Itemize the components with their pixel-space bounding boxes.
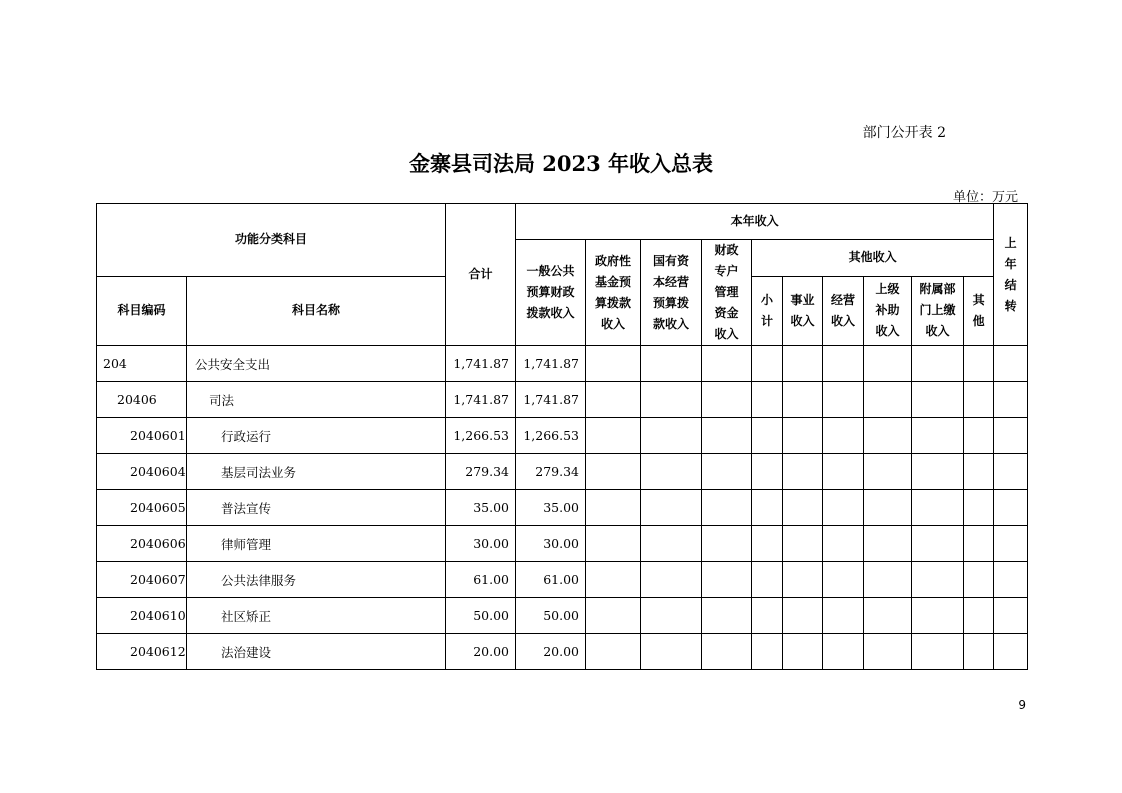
- empty-cell: [864, 346, 912, 382]
- empty-cell: [964, 418, 994, 454]
- empty-cell: [864, 562, 912, 598]
- empty-cell: [823, 598, 864, 634]
- page-number: 9: [1018, 698, 1026, 712]
- empty-cell: [702, 418, 752, 454]
- empty-cell: [783, 346, 823, 382]
- income-summary-table: [96, 203, 1028, 670]
- general-budget-cell: 1,741.87: [516, 382, 586, 418]
- unit-label: 单位：万元: [952, 190, 1018, 205]
- empty-cell: [702, 382, 752, 418]
- general-budget-cell: 1,741.87: [516, 346, 586, 382]
- table-row: [97, 454, 1028, 490]
- empty-cell: [641, 418, 702, 454]
- empty-cell: [641, 562, 702, 598]
- empty-cell: [912, 562, 964, 598]
- empty-cell: [752, 346, 783, 382]
- subject-code-cell: 2040606: [97, 526, 187, 562]
- empty-cell: [864, 454, 912, 490]
- empty-cell: [783, 490, 823, 526]
- empty-cell: [641, 490, 702, 526]
- empty-cell: [994, 526, 1028, 562]
- empty-cell: [864, 490, 912, 526]
- total-cell: 61.00: [446, 562, 516, 598]
- table-row: [97, 418, 1028, 454]
- empty-cell: [912, 454, 964, 490]
- subject-name-cell: 行政运行: [187, 418, 446, 454]
- empty-cell: [994, 562, 1028, 598]
- subject-name-cell: 公共法律服务: [187, 562, 446, 598]
- subject-code-cell: 2040601: [97, 418, 187, 454]
- empty-cell: [964, 634, 994, 670]
- empty-cell: [752, 562, 783, 598]
- empty-cell: [864, 598, 912, 634]
- empty-cell: [912, 634, 964, 670]
- total-cell: 1,741.87: [446, 382, 516, 418]
- empty-cell: [641, 382, 702, 418]
- empty-cell: [586, 526, 641, 562]
- empty-cell: [823, 634, 864, 670]
- header-fiscal-special: 财政 专户 管理 资金 收入: [702, 240, 752, 346]
- subject-name-cell: 司法: [187, 382, 446, 418]
- header-total: 合计: [446, 204, 516, 346]
- empty-cell: [864, 418, 912, 454]
- empty-cell: [752, 526, 783, 562]
- header-operating-income: 经营 收入: [823, 276, 864, 345]
- empty-cell: [586, 454, 641, 490]
- subject-code-cell: 2040612: [97, 634, 187, 670]
- general-budget-cell: 20.00: [516, 634, 586, 670]
- empty-cell: [994, 454, 1028, 490]
- header-other-income: 其他收入: [752, 240, 994, 277]
- subject-code-cell: 2040607: [97, 562, 187, 598]
- general-budget-cell: 50.00: [516, 598, 586, 634]
- empty-cell: [586, 418, 641, 454]
- subject-name-cell: 法治建设: [187, 634, 446, 670]
- empty-cell: [994, 382, 1028, 418]
- total-cell: 1,741.87: [446, 346, 516, 382]
- table-body: [97, 346, 1028, 670]
- empty-cell: [783, 598, 823, 634]
- empty-cell: [912, 526, 964, 562]
- subject-code-cell: 2040605: [97, 490, 187, 526]
- empty-cell: [912, 598, 964, 634]
- empty-cell: [994, 634, 1028, 670]
- subject-code-cell: 204: [97, 346, 187, 382]
- table-row: [97, 562, 1028, 598]
- page-label: 部门公开表 2: [862, 125, 946, 141]
- empty-cell: [964, 562, 994, 598]
- subject-name-cell: 公共安全支出: [187, 346, 446, 382]
- table-row: [97, 346, 1028, 382]
- empty-cell: [752, 598, 783, 634]
- empty-cell: [702, 526, 752, 562]
- empty-cell: [641, 598, 702, 634]
- header-func-category: 功能分类科目: [97, 204, 446, 277]
- empty-cell: [702, 346, 752, 382]
- empty-cell: [994, 418, 1028, 454]
- empty-cell: [752, 634, 783, 670]
- total-cell: 1,266.53: [446, 418, 516, 454]
- empty-cell: [823, 418, 864, 454]
- empty-cell: [702, 490, 752, 526]
- empty-cell: [641, 526, 702, 562]
- subject-name-cell: 基层司法业务: [187, 454, 446, 490]
- empty-cell: [586, 382, 641, 418]
- empty-cell: [783, 454, 823, 490]
- empty-cell: [702, 634, 752, 670]
- table-row: [97, 634, 1028, 670]
- empty-cell: [783, 418, 823, 454]
- table-row: [97, 382, 1028, 418]
- empty-cell: [752, 382, 783, 418]
- empty-cell: [586, 490, 641, 526]
- empty-cell: [752, 490, 783, 526]
- empty-cell: [783, 634, 823, 670]
- table-row: [97, 490, 1028, 526]
- empty-cell: [864, 382, 912, 418]
- empty-cell: [586, 598, 641, 634]
- empty-cell: [964, 490, 994, 526]
- empty-cell: [994, 598, 1028, 634]
- empty-cell: [823, 382, 864, 418]
- table-row: [97, 526, 1028, 562]
- header-business-income: 事业 收入: [783, 276, 823, 345]
- empty-cell: [864, 526, 912, 562]
- empty-cell: [702, 598, 752, 634]
- header-other: 其 他: [964, 276, 994, 345]
- empty-cell: [912, 346, 964, 382]
- general-budget-cell: 30.00: [516, 526, 586, 562]
- header-affiliated-turnover: 附属部 门上缴 收入: [912, 276, 964, 345]
- empty-cell: [823, 562, 864, 598]
- page-title: 金寨县司法局 2023 年收入总表: [408, 151, 714, 176]
- header-subject-name: 科目名称: [187, 276, 446, 345]
- empty-cell: [586, 346, 641, 382]
- empty-cell: [964, 346, 994, 382]
- subject-name-cell: 律师管理: [187, 526, 446, 562]
- empty-cell: [752, 454, 783, 490]
- empty-cell: [994, 346, 1028, 382]
- empty-cell: [752, 418, 783, 454]
- header-gov-fund: 政府性 基金预 算拨款 收入: [586, 240, 641, 346]
- empty-cell: [641, 634, 702, 670]
- header-superior-subsidy: 上级 补助 收入: [864, 276, 912, 345]
- empty-cell: [823, 346, 864, 382]
- empty-cell: [912, 418, 964, 454]
- header-prior-year-carryover: 上年结转: [994, 204, 1028, 346]
- empty-cell: [586, 562, 641, 598]
- empty-cell: [864, 634, 912, 670]
- empty-cell: [964, 382, 994, 418]
- general-budget-cell: 35.00: [516, 490, 586, 526]
- empty-cell: [912, 490, 964, 526]
- empty-cell: [994, 490, 1028, 526]
- empty-cell: [641, 454, 702, 490]
- table-row: [97, 598, 1028, 634]
- empty-cell: [912, 382, 964, 418]
- header-current-year-income: 本年收入: [516, 204, 994, 240]
- empty-cell: [964, 454, 994, 490]
- empty-cell: [641, 346, 702, 382]
- total-cell: 50.00: [446, 598, 516, 634]
- empty-cell: [783, 382, 823, 418]
- subject-code-cell: 2040610: [97, 598, 187, 634]
- header-general-budget: 一般公共 预算财政 拨款收入: [516, 240, 586, 346]
- general-budget-cell: 61.00: [516, 562, 586, 598]
- empty-cell: [783, 562, 823, 598]
- subject-code-cell: 20406: [97, 382, 187, 418]
- header-subject-code: 科目编码: [97, 276, 187, 345]
- empty-cell: [702, 562, 752, 598]
- header-state-capital: 国有资 本经营 预算拨 款收入: [641, 240, 702, 346]
- total-cell: 35.00: [446, 490, 516, 526]
- empty-cell: [964, 526, 994, 562]
- empty-cell: [783, 526, 823, 562]
- empty-cell: [823, 526, 864, 562]
- general-budget-cell: 279.34: [516, 454, 586, 490]
- total-cell: 20.00: [446, 634, 516, 670]
- total-cell: 279.34: [446, 454, 516, 490]
- total-cell: 30.00: [446, 526, 516, 562]
- empty-cell: [823, 454, 864, 490]
- subject-name-cell: 普法宣传: [187, 490, 446, 526]
- empty-cell: [586, 634, 641, 670]
- subject-code-cell: 2040604: [97, 454, 187, 490]
- empty-cell: [823, 490, 864, 526]
- empty-cell: [964, 598, 994, 634]
- empty-cell: [702, 454, 752, 490]
- general-budget-cell: 1,266.53: [516, 418, 586, 454]
- header-subtotal: 小 计: [752, 276, 783, 345]
- subject-name-cell: 社区矫正: [187, 598, 446, 634]
